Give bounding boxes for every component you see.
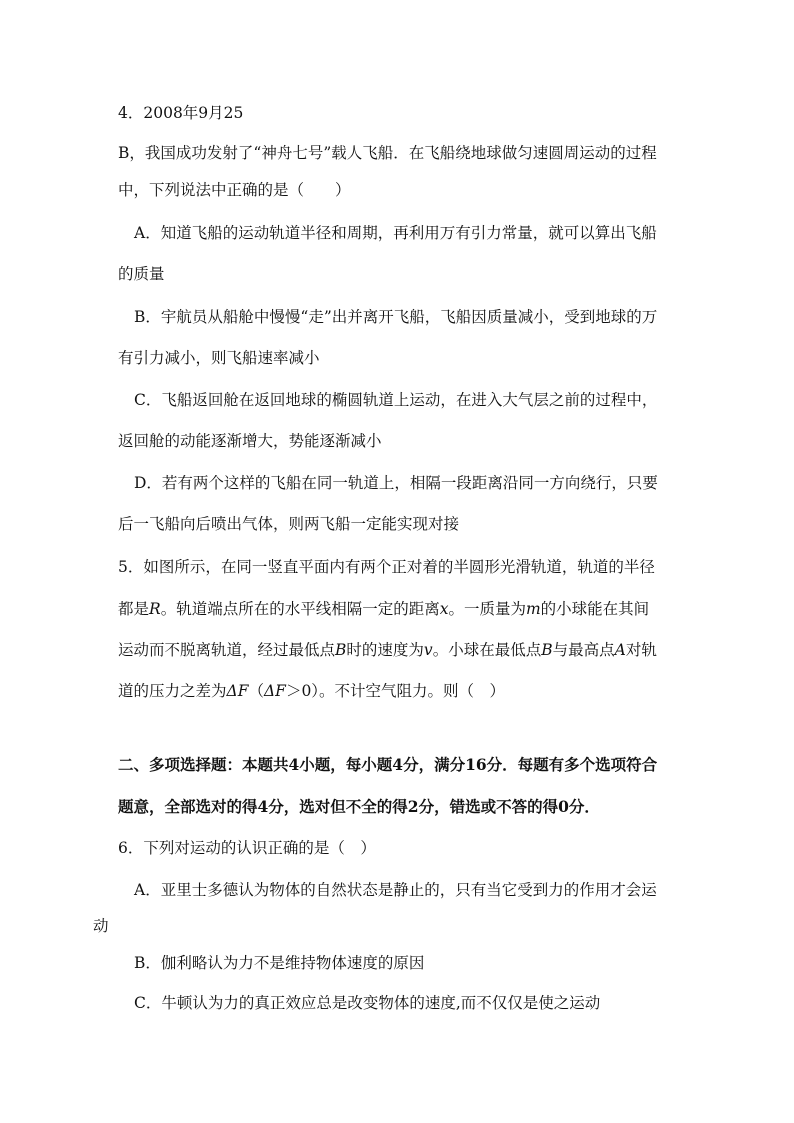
q4-option-a-line1: A．知道飞船的运动轨道半径和周期，再利用万有引力常量，就可以算出飞船 bbox=[134, 224, 657, 242]
q6-option-a-line1: A．亚里士多德认为物体的自然状态是静止的，只有当它受到力的作用才会运 bbox=[134, 881, 657, 899]
var-x: x bbox=[439, 600, 449, 618]
var-r: R bbox=[149, 600, 161, 618]
q4-option-b-line1: B．宇航员从船舱中慢慢“走”出并离开飞船，飞船因质量减小，受到地球的万 bbox=[134, 308, 658, 326]
q4-option-d-line2: 后一飞船向后喷出气体，则两飞船一定能实现对接 bbox=[118, 515, 460, 533]
var-delta-f: ΔF bbox=[226, 682, 249, 700]
q6-option-c: C．牛顿认为力的真正效应总是改变物体的速度,而不仅仅是使之运动 bbox=[134, 994, 601, 1012]
q4-option-b-line2: 有引力减小，则飞船速率减小 bbox=[118, 349, 320, 367]
q4-option-c-line1: C．飞船返回舱在返回地球的椭圆轨道上运动，在进入大气层之前的过程中， bbox=[134, 391, 658, 409]
q4-stem-line1: 4．2008年9月25 bbox=[118, 104, 244, 122]
q5-stem-line1: 5．如图所示，在同一竖直平面内有两个正对着的半圆形光滑轨道，轨道的半径 bbox=[118, 558, 655, 576]
q4-stem-line3: 中，下列说法中正确的是（ ） bbox=[118, 181, 351, 199]
q5-stem-line2: 都是R。轨道端点所在的水平线相隔一定的距离x。一质量为m的小球能在其间 bbox=[118, 600, 650, 618]
q6-option-b: B．伽利略认为力不是维持物体速度的原因 bbox=[134, 954, 425, 972]
q4-stem-line2: B，我国成功发射了“神舟七号”载人飞船．在飞船绕地球做匀速圆周运动的过程 bbox=[118, 144, 657, 162]
q4-option-a-line2: 的质量 bbox=[118, 265, 165, 283]
q6-stem: 6．下列对运动的认识正确的是（ ） bbox=[118, 839, 376, 857]
var-b-2: B bbox=[541, 641, 553, 659]
q4-option-d-line1: D．若有两个这样的飞船在同一轨道上，相隔一段距离沿同一方向绕行，只要 bbox=[134, 474, 658, 492]
var-a: A bbox=[614, 641, 626, 659]
q5-stem-line3: 运动而不脱离轨道，经过最低点B时的速度为v。小球在最低点B与最高点A对轨 bbox=[118, 641, 657, 659]
q4-option-c-line2: 返回舱的动能逐渐增大，势能逐渐减小 bbox=[118, 432, 382, 450]
var-m: m bbox=[525, 600, 541, 618]
section2-heading-line1: 二、多项选择题：本题共4小题，每小题4分，满分16分．每题有多个选项符合 bbox=[118, 755, 658, 774]
var-delta-f-2: ΔF bbox=[263, 682, 286, 700]
q6-option-a-line2: 动 bbox=[93, 917, 109, 935]
q5-stem-line4: 道的压力之差为ΔF（ΔF＞0）。不计空气阻力。则（ ） bbox=[118, 682, 506, 700]
section2-heading-line2: 题意，全部选对的得4分，选对但不全的得2分，错选或不答的得0分． bbox=[118, 797, 600, 816]
var-v: v bbox=[423, 641, 433, 659]
var-b: B bbox=[335, 641, 347, 659]
